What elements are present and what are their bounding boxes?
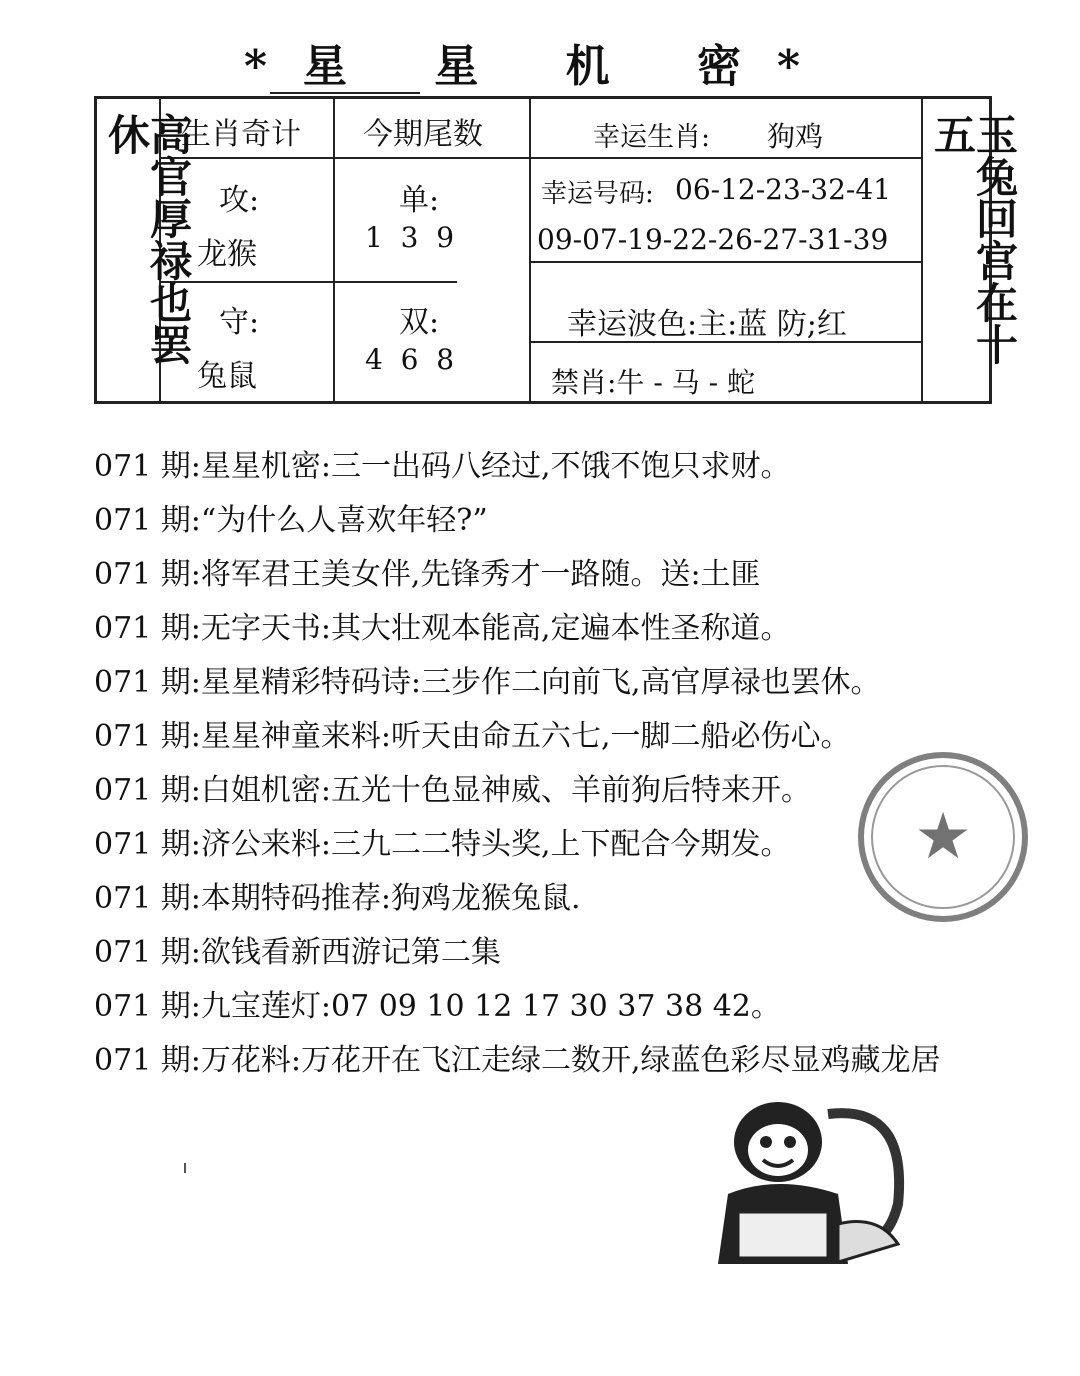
- divider: [529, 99, 531, 401]
- monkey-mascot-icon: [708, 1094, 918, 1266]
- list-item: 071 期:万花料:万花开在飞江走绿二数开,绿蓝色彩尽显鸡藏龙居: [94, 1043, 941, 1078]
- single-value: 1 3 9: [365, 221, 455, 254]
- defend-label: 守:: [219, 305, 260, 340]
- page-title: *星 星 机 密*: [244, 41, 836, 92]
- header-tail-numbers: 今期尾数: [363, 117, 483, 152]
- lucky-numbers-label: 幸运号码:: [541, 179, 654, 209]
- list-item: 071 期:星星神童来料:听天由命五六七,一脚二船必伤心。: [94, 719, 851, 754]
- lucky-color: 幸运波色:主:蓝 防;红: [567, 307, 847, 342]
- list-item: 071 期:“为什么人喜欢年轻?”: [94, 503, 488, 538]
- attack-value: 龙猴: [197, 237, 257, 272]
- official-seal-stamp: [858, 752, 1028, 922]
- list-item: 071 期:星星机密:三一出码八经过,不饿不饱只求财。: [94, 449, 791, 484]
- list-item: 071 期:将军君王美女伴,先锋秀才一路随。送:土匪: [94, 557, 761, 592]
- header-zodiac-strategy: 生肖奇计: [181, 117, 301, 152]
- list-item: 071 期:星星精彩特码诗:三步作二向前飞,高官厚禄也罢休。: [94, 665, 881, 700]
- divider: [161, 157, 921, 159]
- list-item: 071 期:九宝莲灯:07 09 10 12 17 30 37 38 42。: [94, 989, 781, 1024]
- list-item: 071 期:无字天书:其大壮观本能高,定遍本性圣称道。: [94, 611, 791, 646]
- lucky-zodiac-label: 幸运生肖:: [593, 122, 711, 153]
- defend-value: 兔鼠: [197, 359, 257, 394]
- divider: [333, 99, 335, 401]
- list-item: 071 期:济公来料:三九二二特头奖,上下配合今期发。: [94, 827, 791, 862]
- lucky-zodiac-value: 狗鸡: [767, 120, 824, 153]
- lucky-numbers-line2: 09-07-19-22-26-27-31-39: [537, 223, 889, 256]
- list-item: 071 期:本期特码推荐:狗鸡龙猴兔鼠.: [94, 881, 581, 916]
- divider: [921, 99, 923, 401]
- double-label: 双:: [399, 305, 440, 340]
- title-underline: [270, 92, 420, 94]
- lucky-numbers-line1: 06-12-23-32-41: [675, 173, 891, 206]
- right-vertical-slogan: 玉兔回宫在十五: [928, 113, 1019, 365]
- forbidden-zodiac: 禁肖:牛 - 马 - 蛇: [551, 366, 755, 399]
- single-label: 单:: [399, 183, 440, 218]
- list-item: 071 期:欲钱看新西游记第二集: [94, 935, 501, 970]
- double-value: 4 6 8: [365, 343, 455, 376]
- attack-label: 攻:: [219, 183, 260, 218]
- stray-mark: [184, 1163, 186, 1173]
- left-vertical-slogan: 高官厚禄也罢休: [102, 113, 193, 365]
- list-item: 071 期:白姐机密:五光十色显神威、羊前狗后特来开。: [94, 773, 812, 808]
- info-table: [94, 96, 1019, 404]
- divider: [161, 281, 457, 283]
- divider: [531, 261, 921, 263]
- star-icon: ★: [914, 800, 972, 874]
